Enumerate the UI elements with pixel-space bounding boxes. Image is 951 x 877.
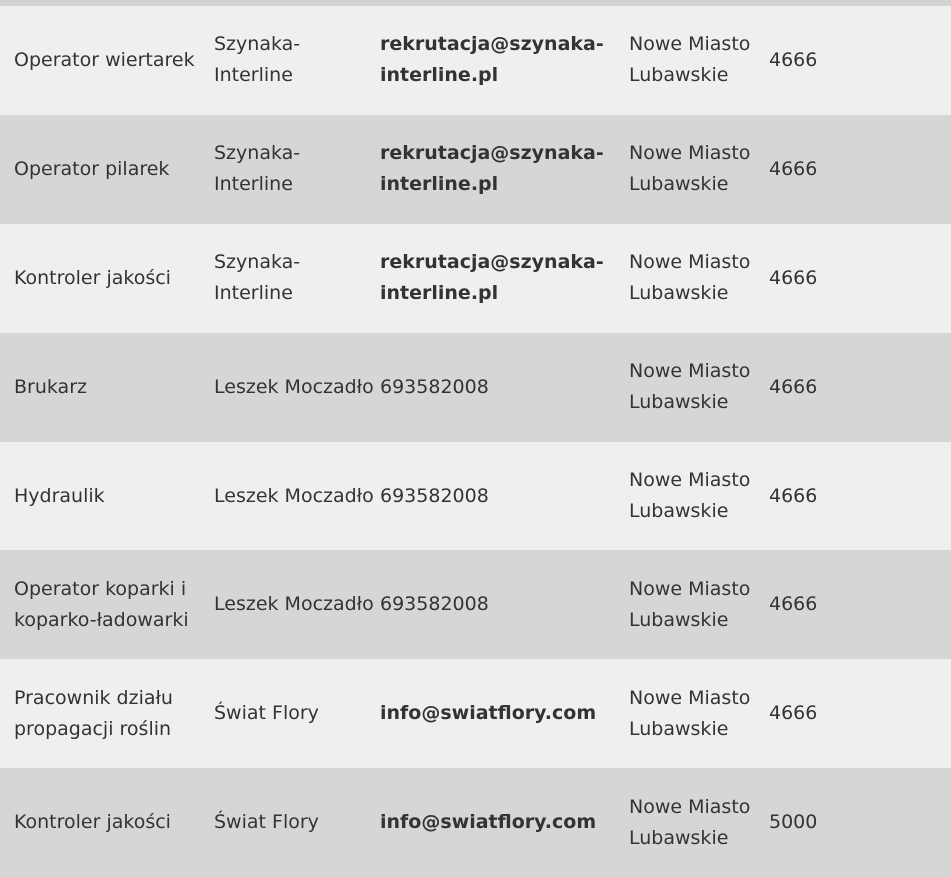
job-title-cell: Operator wiertarek — [14, 48, 195, 71]
salary-cell: 4666 — [769, 48, 818, 71]
contact-phone-cell: 693582008 — [380, 484, 489, 507]
contact-email-link[interactable]: info@swiatflory.com — [380, 811, 597, 834]
city-cell: Nowe Miasto Lubawskie — [629, 469, 751, 522]
contact-email-link[interactable]: rekrutacja@szynaka-interline.pl — [380, 142, 604, 196]
city-cell: Nowe Miasto Lubawskie — [629, 251, 751, 305]
job-title-cell: Operator koparki i koparko-ładowarki — [14, 577, 189, 631]
job-offers-table-body — [0, 6, 951, 877]
company-cell: Świat Flory — [214, 811, 319, 834]
salary-cell: 5000 — [769, 811, 818, 834]
job-title-cell: Hydraulik — [14, 484, 105, 507]
table-row — [0, 333, 951, 442]
company-cell: Szynaka-Interline — [214, 142, 301, 196]
salary-cell: 4666 — [769, 484, 818, 507]
job-offers-table — [0, 6, 951, 877]
job-title-cell: Brukarz — [14, 375, 87, 398]
salary-cell: 4666 — [769, 375, 818, 398]
table-row — [0, 550, 951, 659]
job-title-cell: Pracownik działu propagacji roślin — [14, 686, 173, 740]
table-row — [0, 6, 951, 115]
table-row — [0, 224, 951, 333]
company-cell: Leszek Moczadło — [214, 484, 374, 507]
contact-phone-cell: 693582008 — [380, 375, 489, 398]
city-cell: Nowe Miasto Lubawskie — [629, 33, 751, 87]
salary-cell: 4666 — [769, 702, 818, 725]
contact-phone-cell: 693582008 — [380, 593, 489, 616]
job-title-cell: Operator pilarek — [14, 157, 170, 180]
company-cell: Szynaka-Interline — [214, 251, 301, 305]
salary-cell: 4666 — [769, 157, 818, 180]
table-row — [0, 115, 951, 224]
table-row — [0, 768, 951, 877]
company-cell: Świat Flory — [214, 702, 319, 725]
city-cell: Nowe Miasto Lubawskie — [629, 686, 751, 740]
city-cell: Nowe Miasto Lubawskie — [629, 142, 751, 196]
contact-email-link[interactable]: info@swiatflory.com — [380, 702, 597, 725]
city-cell: Nowe Miasto Lubawskie — [629, 360, 751, 414]
company-cell: Szynaka-Interline — [214, 33, 301, 87]
salary-cell: 4666 — [769, 266, 818, 289]
job-title-cell: Kontroler jakości — [14, 266, 171, 289]
job-title-cell: Kontroler jakości — [14, 811, 171, 834]
salary-cell: 4666 — [769, 593, 818, 616]
city-cell: Nowe Miasto Lubawskie — [629, 795, 751, 849]
company-cell: Leszek Moczadło — [214, 593, 374, 616]
company-cell: Leszek Moczadło — [214, 375, 374, 398]
city-cell: Nowe Miasto Lubawskie — [629, 577, 751, 631]
table-row — [0, 442, 951, 551]
contact-email-link[interactable]: rekrutacja@szynaka-interline.pl — [380, 33, 604, 87]
contact-email-link[interactable]: rekrutacja@szynaka-interline.pl — [380, 251, 604, 305]
table-row — [0, 659, 951, 768]
